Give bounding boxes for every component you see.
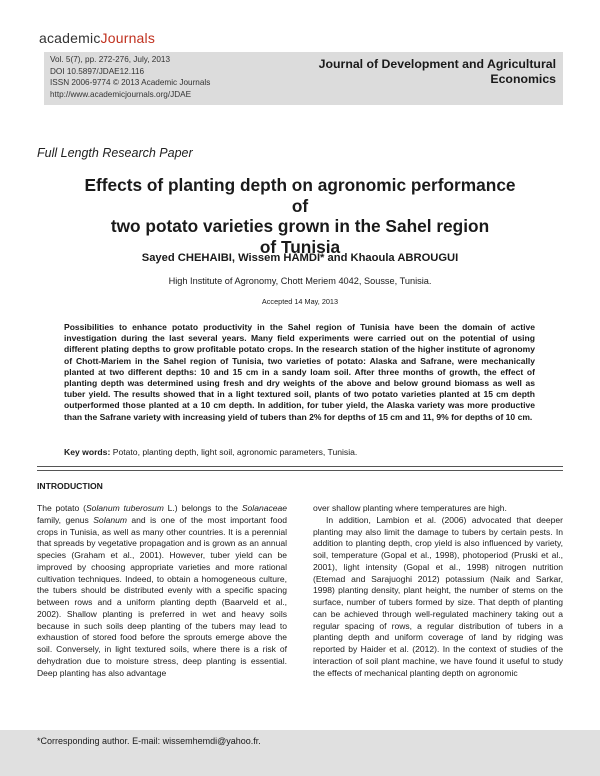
article-type: Full Length Research Paper xyxy=(37,146,193,160)
volume-pages: Vol. 5(7), pp. 272-276, July, 2013 xyxy=(50,55,171,64)
divider-top xyxy=(37,466,563,467)
paper-title xyxy=(80,175,520,257)
corresponding-author-footnote: *Corresponding author. E-mail: wissemhemdi@yahoo.fr. xyxy=(37,736,261,746)
abstract: Possibilities to enhance potato productivity in the Sahel region of Tunisia have been the domain of active investigation during the last several years. Many field experiments were carried out on the potential of using different plating depths to grow profitable potato crops. In the research station of the higher institute of agronomy of Chott-Mariem in the Sahel region of Tunisia, two varieties of potato: Alaska and Safrane, were mechanically planted at two different depths: 10 and 15 cm in a sandy loam soil. After three months of growth, the effect of planting depth was determined using fresh and dry weights of the above and below ground biomass as well as tuber yield. The results showed that in a light textured soil, plants of two potato varieties planted at 15 cm depth outperformed those planted at a 10 cm depth. In addition, for tuber yield, the Alaska variety was more productive than the Safrane variety with increasing yield of tubers than 2% for depths of 15 cm and 11, 9% for depths of 10 cm. xyxy=(64,322,535,422)
journal-name xyxy=(306,57,556,87)
title-line2: two potato varieties grown in the Sahel region xyxy=(110,216,490,237)
family-name: Solanaceae xyxy=(241,503,287,513)
authors: Sayed CHEHAIBI, Wissem HAMDI* and Khaoula ABROUGUI xyxy=(141,252,459,264)
text-run: L.) belongs to the xyxy=(163,503,242,513)
keywords xyxy=(64,447,535,457)
publisher-logo xyxy=(39,30,155,46)
intro-paragraph-continued: over shallow planting where temperatures are high. xyxy=(313,503,507,513)
species-name: Solanum tuberosum xyxy=(85,503,164,513)
affiliation: High Institute of Agronomy, Chott Meriem 4042, Sousse, Tunisia. xyxy=(168,276,432,286)
text-run: The potato ( xyxy=(37,503,86,513)
keywords-text: Potato, planting depth, light soil, agronomic parameters, Tunisia. xyxy=(112,447,358,457)
issn-copyright: ISSN 2006-9774 © 2013 Academic Journals xyxy=(50,78,211,88)
intro-paragraph-1 xyxy=(37,503,287,679)
section-heading-introduction: INTRODUCTION xyxy=(37,481,103,491)
divider-bottom xyxy=(37,470,563,471)
text-run: family, genus xyxy=(37,514,94,525)
text-run: and is one of the most important food crops in Tunisia, as well as many other countries. It is a perennial that spreads by vegetative propagation and is grown as an annual species (Graham et al., 2001). However, tuber yield can be improved by choosing appropriate varieties and more rational cultivation techniques. Indeed, to obtain a homogeneous culture, the tubers should be distributed evenly with a specific spacing between rows and a uniform planting depth (Baarveld et al., 2002). Shallow planting is preferred in wet and heavy soils because in such soils deep planting of the tubers may lead to exhaustion of stored food before the sprouts emerge above the soil. Conversely, in light textured soils, where there is a risk of dehydration due to moisture stress, deep planting is essential. Deep planting has also advantage xyxy=(37,514,287,678)
title-line3: of Tunisia xyxy=(259,236,341,257)
article-meta xyxy=(50,54,210,100)
publisher-name-part2: Journals xyxy=(100,30,156,46)
publisher-name-part1: academic xyxy=(39,30,101,46)
title-line1: Effects of planting depth on agronomic performance of xyxy=(84,175,516,216)
journal-name-line2: Economics xyxy=(490,72,556,86)
intro-column-left xyxy=(37,503,287,679)
intro-paragraph-2: In addition, Lambion et al. (2006) advocated that deeper planting may also limit the damage to tubers by certain pests. In addition to planting depth, crop yield is also influenced by variety, soil, temperature (Gopal et al., 1998), photoperiod (Pruski et al., 2001), light intensity (Gopal et al., 1998) nitrogen nutrition (Etemad and Sarajuoghi 2012) potassium (Naik and Sarkar, 1998) planting density, plant height, the number of stems on the surface, number of tubers formed by size. That depth of planting can be achieved through well-regulated machinery taking out a regular spacing of rows, a regular distribution of tubers in a planting depth and uniform coverage of land by ridging was reported by Haider et al. (2012). In the context of studies of the interaction of soil plant machine, we have found it useful to study the effects of mechanical planting depth on agronomic xyxy=(313,514,563,678)
genus-name: Solanum xyxy=(93,514,127,525)
journal-name-line1: Journal of Development and Agricultural xyxy=(318,57,556,71)
doi: DOI 10.5897/JDAE12.116 xyxy=(50,66,145,76)
keywords-label: Key words: xyxy=(64,447,111,457)
journal-url[interactable]: http://www.academicjournals.org/JDAE xyxy=(50,89,192,99)
accepted-date: Accepted 14 May, 2013 xyxy=(261,297,339,306)
intro-column-right xyxy=(313,503,563,679)
